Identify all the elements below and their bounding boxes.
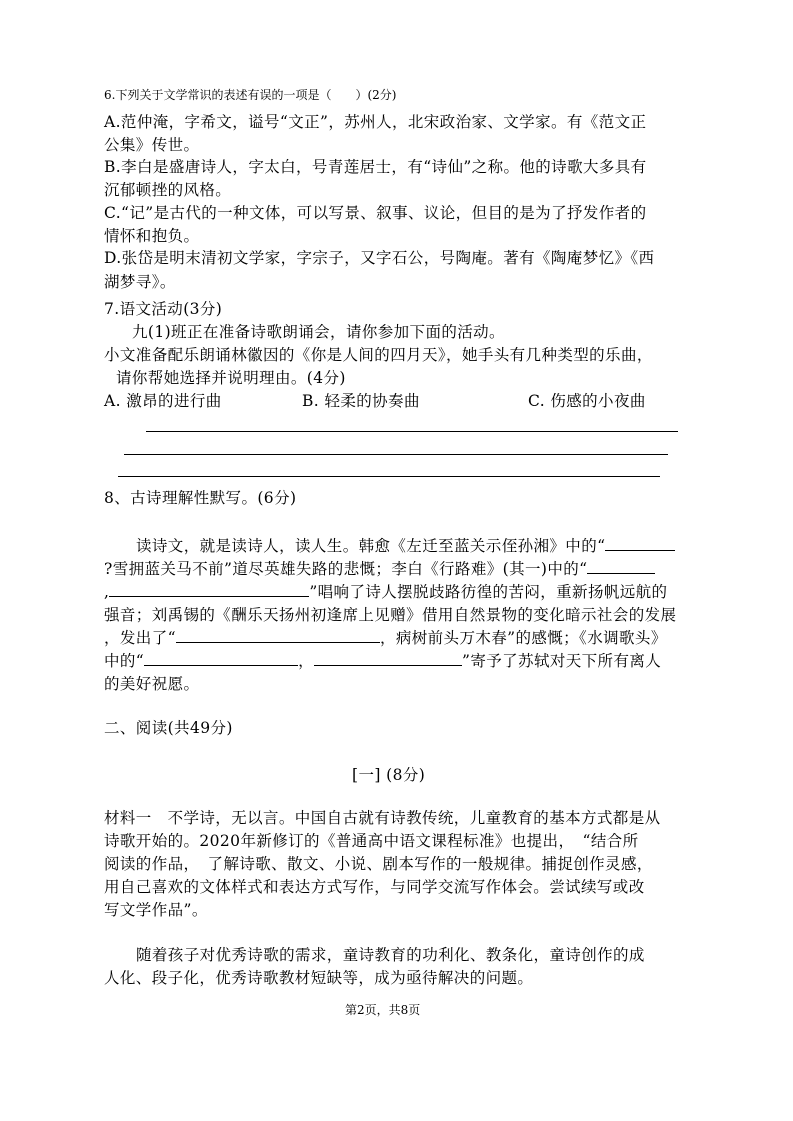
material-1-line1: 材料一 不学诗，无以言。中国自古就有诗教传统，儿童教育的基本方式都是从 — [104, 809, 661, 827]
q6-option-a-line1: A.范仲淹，字希文，谥号“文正”，苏州人，北宋政治家、文学家。有《范文正 — [104, 113, 647, 131]
q8-line3 — [104, 580, 667, 602]
fill-blank[interactable] — [176, 628, 380, 643]
q8-line5-text-b: ，病树前头万木春”的感慨；《水调歌头》 — [379, 629, 667, 647]
q6-option-b-line2: 沉郁顿挫的风格。 — [104, 181, 232, 199]
q6-option-d-line1: D.张岱是明末清初文学家，字宗子，又字石公，号陶庵。著有《陶庵梦忆》《西 — [104, 249, 655, 267]
q7-option-b: B. 轻柔的协奏曲 — [302, 392, 420, 410]
q8-line4: 强音；刘禹锡的《酬乐天扬州初逢席上见赠》借用自然景物的变化暗示社会的发展 — [104, 606, 677, 624]
material-1-line5: 写文学作品”。 — [104, 901, 208, 919]
fill-blank[interactable] — [587, 559, 655, 574]
q6-option-a-line2: 公集》传世。 — [104, 136, 200, 154]
q6-option-d-line2: 湖梦寻》。 — [104, 273, 176, 291]
paragraph-2-line1: 随着孩子对优秀诗歌的需求，童诗教育的功利化、教条化，童诗创作的成 — [136, 946, 645, 964]
q8-line5 — [104, 626, 667, 648]
answer-line[interactable] — [118, 476, 660, 477]
q8-line3-comma: , — [104, 583, 110, 601]
q7-prompt-line1: 小文准备配乐朗诵林徽因的《你是人间的四月天》，她手头有几种类型的乐曲， — [104, 346, 653, 364]
q7-option-c: C. 伤感的小夜曲 — [528, 392, 646, 410]
q6-option-b-line1: B.李白是盛唐诗人，字太白，号青莲居士，有“诗仙”之称。他的诗歌大多具有 — [104, 158, 647, 176]
answer-line[interactable] — [146, 431, 678, 432]
answer-line[interactable] — [124, 454, 668, 455]
q7-intro: 九(1)班正在准备诗歌朗诵会，请你参加下面的活动。 — [132, 323, 505, 341]
fill-blank[interactable] — [144, 651, 298, 666]
material-1-line2: 诗歌开始的。2020年新修订的《普通高中语文课程标准》也提出， “结合所 — [104, 832, 639, 850]
q8-line1-text: 读诗文，就是读诗人，读人生。韩愈《左迁至蓝关示侄孙湘》中的“ — [136, 537, 606, 555]
q8-line6-text-c: ”寄予了苏轼对天下所有离人 — [462, 652, 662, 670]
page-number: 第2页，共8页 — [345, 1003, 421, 1017]
q8-line6-text-a: 中的“ — [104, 652, 145, 670]
question-6-title: 6.下列关于文学常识的表述有误的一项是（ ）(2分) — [104, 88, 397, 102]
question-7-title: 7.语文活动(3分) — [104, 300, 223, 318]
material-1-line4: 用自己喜欢的文体样式和表达方式写作，与同学交流写作体会。尝试续写或改 — [104, 878, 645, 896]
fill-blank[interactable] — [109, 582, 309, 597]
q8-line1 — [136, 534, 675, 556]
q8-line2-text: ?雪拥蓝关马不前”道尽英雄失路的悲慨；李白《行路难》(其一)中的“ — [104, 560, 588, 578]
q8-line7: 的美好祝愿。 — [104, 675, 200, 693]
q7-prompt-line2: 请你帮她选择并说明理由。(4分) — [116, 369, 346, 387]
paragraph-2-line2: 人化、段子化，优秀诗歌教材短缺等，成为亟待解决的问题。 — [104, 969, 534, 987]
q6-option-c-line1: C.“记”是古代的一种文体，可以写景、叙事、议论，但目的是为了抒发作者的 — [104, 204, 647, 222]
q8-line5-text-a: ，发出了“ — [104, 629, 176, 647]
q8-line2 — [104, 557, 655, 579]
q8-line6-text-b: ， — [298, 652, 315, 670]
material-1-line3: 阅读的作品， 了解诗歌、散文、小说、剧本写作的一般规律。捕捉创作灵感， — [104, 855, 653, 873]
question-8-title: 8、古诗理解性默写。(6分) — [104, 489, 297, 507]
fill-blank[interactable] — [314, 651, 462, 666]
reading-part-1-title: [一] (8分) — [352, 766, 426, 784]
q6-option-c-line2: 情怀和抱负。 — [104, 227, 200, 245]
section-2-title: 二、阅读(共49分) — [104, 719, 233, 737]
q8-line3-text: ”唱响了诗人摆脱歧路彷徨的苦闷，重新扬帆远航的 — [309, 583, 668, 601]
q7-option-a: A. 激昂的进行曲 — [104, 392, 222, 410]
fill-blank[interactable] — [605, 536, 675, 551]
q8-line6 — [104, 649, 661, 671]
